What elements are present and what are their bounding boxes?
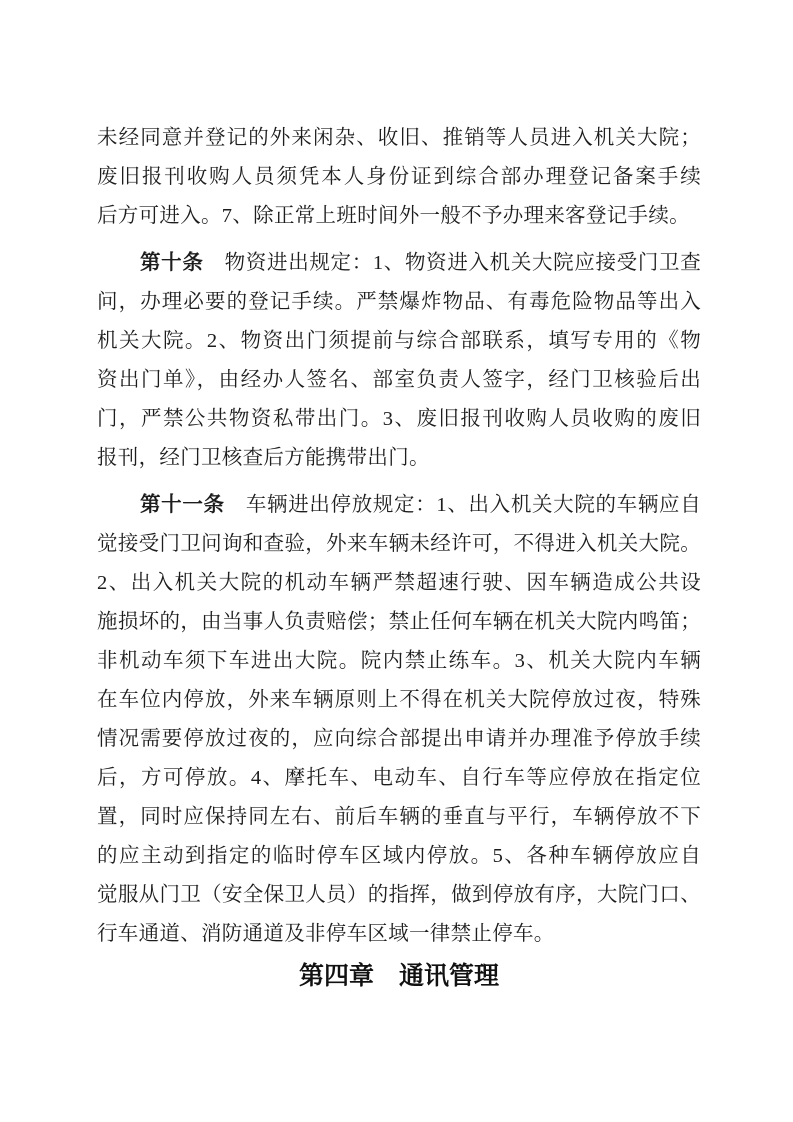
line-text: 后，方可停放。4、摩托车、电动车、自行车等应停放在指定位 bbox=[97, 767, 701, 789]
line-text: 觉接受门卫问询和查验，外来车辆未经许可，不得进入机关大院。 bbox=[97, 533, 701, 555]
text-line bbox=[97, 322, 701, 361]
paragraph-article-11-vehicle-rules bbox=[97, 486, 701, 954]
text-line bbox=[97, 915, 701, 954]
text-line bbox=[97, 603, 701, 642]
text-line bbox=[97, 439, 701, 478]
line-text: 觉服从门卫（安全保卫人员）的指挥，做到停放有序，大院门口、 bbox=[97, 884, 701, 906]
text-line bbox=[97, 525, 701, 564]
paragraph-visitor-rules-continued bbox=[97, 119, 701, 236]
text-line bbox=[97, 361, 701, 400]
text-line bbox=[97, 876, 701, 915]
line-text: 2、出入机关大院的机动车辆严禁超速行驶、因车辆造成公共设 bbox=[97, 572, 701, 594]
text-block bbox=[97, 119, 701, 994]
text-line bbox=[97, 283, 701, 322]
text-line bbox=[97, 759, 701, 798]
line-text: 废旧报刊收购人员须凭本人身份证到综合部办理登记备案手续 bbox=[97, 166, 701, 188]
line-text: 报刊，经门卫核查后方能携带出门。 bbox=[97, 447, 430, 469]
text-line bbox=[97, 244, 701, 283]
text-line bbox=[97, 798, 701, 837]
line-text: 机关大院。2、物资出门须提前与综合部联系，填写专用的《物 bbox=[97, 330, 701, 352]
line-text: 车辆进出停放规定：1、出入机关大院的车辆应自 bbox=[224, 494, 701, 516]
text-line bbox=[97, 197, 701, 236]
line-text: 资出门单》，由经办人签名、部室负责人签字，经门卫核验后出 bbox=[97, 369, 701, 391]
line-text: 行车通道、消防通道及非停车区域一律禁止停车。 bbox=[97, 923, 555, 945]
line-text: 情况需要停放过夜的，应向综合部提出申请并办理准予停放手续 bbox=[97, 728, 701, 750]
line-text: 置，同时应保持同左右、前后车辆的垂直与平行，车辆停放不下 bbox=[97, 806, 701, 828]
text-line bbox=[97, 681, 701, 720]
line-text: 的应主动到指定的临时停车区域内停放。5、各种车辆停放应自 bbox=[97, 845, 701, 867]
article-10-label: 第十条 bbox=[140, 252, 204, 274]
text-line bbox=[97, 720, 701, 759]
line-text: 未经同意并登记的外来闲杂、收旧、推销等人员进入机关大院； bbox=[97, 127, 701, 149]
text-line bbox=[97, 564, 701, 603]
line-text: 问，办理必要的登记手续。严禁爆炸物品、有毒危险物品等出入 bbox=[97, 291, 701, 313]
text-line bbox=[97, 486, 701, 525]
line-text: 物资进出规定：1、物资进入机关大院应接受门卫查 bbox=[203, 252, 701, 274]
article-11-label: 第十一条 bbox=[140, 494, 225, 516]
line-text: 施损坏的，由当事人负责赔偿；禁止任何车辆在机关大院内鸣笛； bbox=[97, 611, 701, 633]
text-line bbox=[97, 642, 701, 681]
chapter-heading: 第四章 通讯管理 bbox=[298, 962, 499, 990]
line-text: 门，严禁公共物资私带出门。3、废旧报刊收购人员收购的废旧 bbox=[97, 408, 701, 430]
paragraph-article-10-goods-rules bbox=[97, 244, 701, 478]
text-line bbox=[97, 837, 701, 876]
line-text: 在车位内停放，外来车辆原则上不得在机关大院停放过夜，特殊 bbox=[97, 689, 701, 711]
text-line bbox=[97, 158, 701, 197]
line-text: 非机动车须下车进出大院。院内禁止练车。3、机关大院内车辆 bbox=[97, 650, 701, 672]
text-line bbox=[97, 119, 701, 158]
text-line bbox=[97, 400, 701, 439]
line-text: 后方可进入。7、除正常上班时间外一般不予办理来客登记手续。 bbox=[97, 205, 690, 227]
